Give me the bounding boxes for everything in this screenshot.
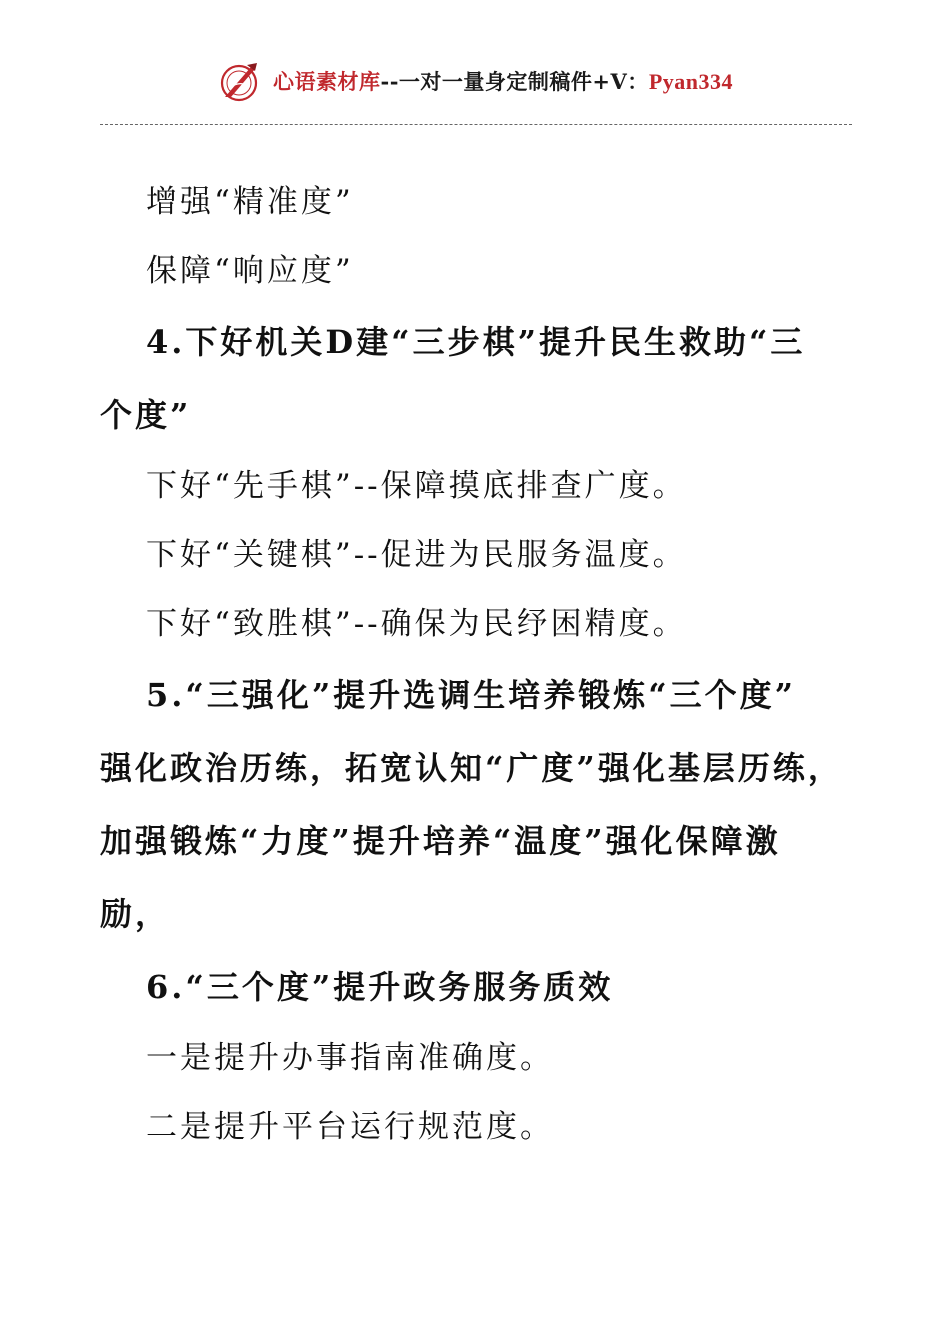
section-heading: 6.“三个度”提升政务服务质效 bbox=[146, 968, 614, 1006]
header-brand: 心语素材库 bbox=[272, 69, 381, 94]
bold-paragraph-line: 励， bbox=[100, 895, 171, 933]
body-line: 下好“先手棋”--保障摸底排查广度。 bbox=[146, 468, 687, 504]
body-line: 增强“精准度” bbox=[146, 184, 354, 220]
bold-paragraph-line: 加强锻炼“力度”提升培养“温度”强化保障激 bbox=[100, 822, 781, 860]
document-body bbox=[100, 168, 852, 1162]
body-line: 下好“致胜棋”--确保为民纾困精度。 bbox=[146, 606, 687, 642]
header-title bbox=[273, 66, 733, 96]
header-tagline: --一对一量身定制稿件+V： bbox=[380, 69, 649, 94]
section-heading-continued: 个度” bbox=[100, 396, 192, 434]
page-header bbox=[0, 56, 950, 106]
body-line: 保障“响应度” bbox=[146, 253, 354, 289]
quill-pen-logo-icon bbox=[217, 59, 261, 103]
section-heading: 4.下好机关D建“三步棋”提升民生救助“三 bbox=[146, 323, 806, 361]
body-line: 下好“关键棋”--促进为民服务温度。 bbox=[146, 537, 687, 573]
header-divider bbox=[100, 124, 852, 125]
body-line: 二是提升平台运行规范度。 bbox=[146, 1109, 554, 1145]
bold-paragraph-line: 强化政治历练，拓宽认知“广度”强化基层历练， bbox=[100, 749, 843, 787]
section-heading: 5.“三强化”提升选调生培养锻炼“三个度” bbox=[146, 676, 797, 714]
header-contact-id: Pyan334 bbox=[648, 69, 733, 94]
body-line: 一是提升办事指南准确度。 bbox=[146, 1040, 554, 1076]
